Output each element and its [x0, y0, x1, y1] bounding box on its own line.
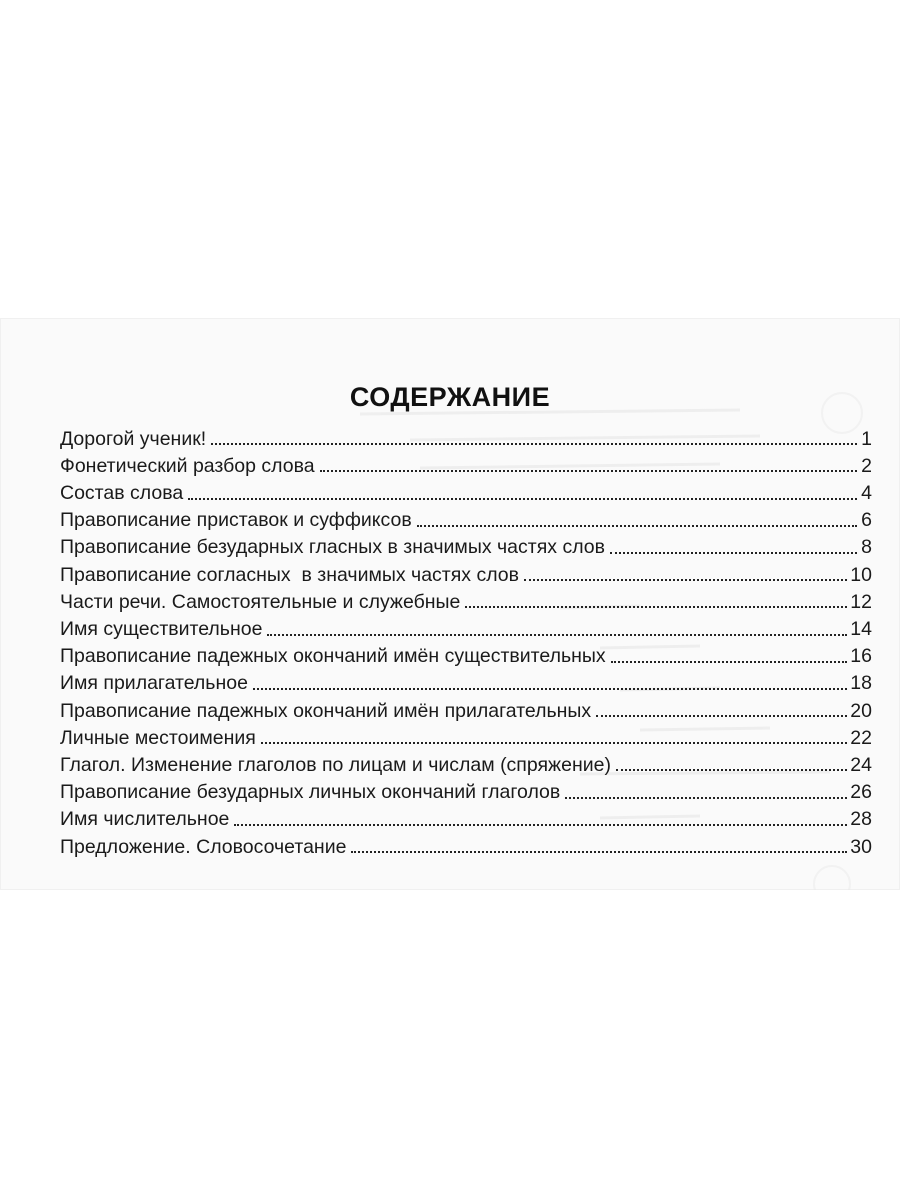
toc-entry-title: Имя прилагательное [60, 672, 248, 695]
toc-entry-title: Части речи. Самостоятельные и служебные [60, 590, 461, 613]
toc-entry [60, 775, 872, 802]
page-title: СОДЕРЖАНИЕ [349, 382, 551, 412]
toc-entry-title: Состав слова [60, 482, 184, 505]
toc-entry-title: Правописание падежных окончаний имён существительных [60, 645, 606, 668]
toc-entry-page: 30 [850, 835, 872, 858]
toc-entry-title: Правописание безударных гласных в значимых частях слов [60, 536, 605, 559]
toc-entry-title: Глагол. Изменение глаголов по лицам и числам (спряжение) [60, 753, 611, 776]
dot-leader [261, 742, 847, 744]
toc-entry-page: 10 [850, 563, 872, 586]
dot-leader [465, 606, 847, 608]
table-of-contents [60, 422, 872, 857]
toc-entry [60, 449, 872, 476]
toc-entry-page: 16 [850, 645, 872, 668]
toc-entry [60, 531, 872, 558]
toc-entry-title: Имя существительное [60, 618, 263, 640]
toc-entry-title: Правописание приставок и суффиксов [60, 509, 412, 532]
dot-leader [351, 851, 847, 853]
dot-leader [253, 688, 847, 690]
toc-entry-title: Дорогой ученик! [60, 427, 207, 450]
toc-entry [60, 585, 872, 612]
toc-entry-page: 26 [850, 781, 872, 804]
toc-entry-title: Правописание безударных личных окончаний глаголов [60, 781, 561, 804]
toc-entry [60, 612, 872, 639]
toc-entry-page: 28 [850, 808, 872, 831]
toc-entry-title: Фонетический разбор слова [60, 454, 315, 477]
dot-leader [524, 579, 847, 581]
dot-leader [417, 525, 857, 527]
toc-entry-title: Правописание согласных в значимых частях слов [60, 563, 520, 586]
dot-leader [211, 443, 857, 445]
dot-leader [610, 552, 857, 554]
toc-entry [60, 476, 872, 503]
dot-leader [616, 769, 847, 771]
toc-entry [60, 721, 872, 748]
toc-entry [60, 748, 872, 775]
toc-entry-title: Имя числительное [60, 808, 230, 831]
toc-entry-page: 20 [850, 699, 872, 722]
toc-entry-page: 8 [861, 536, 872, 559]
dot-leader [188, 498, 857, 500]
dot-leader [565, 797, 847, 799]
dot-leader [320, 470, 857, 472]
toc-entry-page: 6 [861, 509, 872, 532]
toc-entry [60, 640, 872, 667]
toc-entry [60, 558, 872, 585]
dot-leader [611, 661, 848, 663]
toc-entry-page: 14 [850, 618, 872, 640]
dot-leader [234, 824, 847, 826]
toc-entry [60, 830, 872, 857]
toc-entry-page: 18 [850, 672, 872, 695]
dot-leader [596, 715, 847, 717]
toc-entry [60, 504, 872, 531]
toc-entry-page: 24 [850, 753, 872, 776]
toc-entry-page: 1 [861, 427, 872, 450]
toc-entry [60, 667, 872, 694]
toc-entry [60, 422, 872, 449]
toc-entry [60, 803, 872, 830]
toc-entry-title: Личные местоимения [60, 726, 256, 749]
dot-leader [267, 634, 847, 636]
toc-entry-title: Предложение. Словосочетание [60, 835, 347, 858]
toc-entry-page: 22 [850, 726, 872, 749]
toc-entry-title: Правописание падежных окончаний имён прилагательных [60, 699, 592, 722]
toc-entry-page: 4 [861, 482, 872, 505]
toc-entry [60, 694, 872, 721]
toc-entry-page: 2 [861, 454, 872, 477]
toc-entry-page: 12 [850, 590, 872, 613]
